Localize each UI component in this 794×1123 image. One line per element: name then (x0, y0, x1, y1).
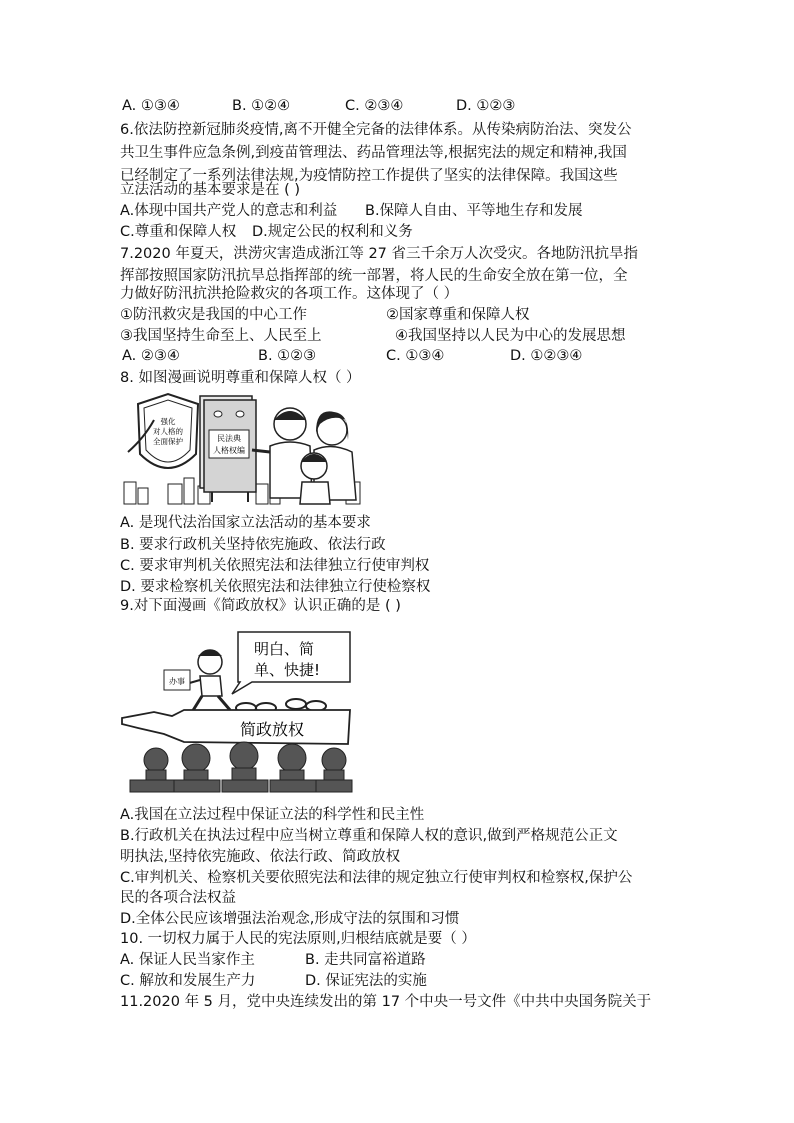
q8-stem: 8. 如图漫画说明尊重和保障人权（ ） (120, 370, 361, 386)
q7-option-c: C. ①③④ (386, 348, 445, 364)
q6-stem-line-4: 立法活动的基本要求是在 ( ) (120, 182, 301, 198)
q6-stem-line-2: 共卫生事件应急条例,到疫苗管理法、药品管理法等,根据宪法的规定和精神,我国 (120, 145, 627, 161)
q8-option-a: A. 是现代法治国家立法活动的基本要求 (120, 515, 371, 531)
q11-stem-line-1: 11.2020 年 5 月，党中央连续发出的第 17 个中央一号文件《中共中央国务院关于 (120, 994, 652, 1010)
q9-option-a: A.我国在立法过程中保证立法的科学性和民主性 (120, 807, 425, 823)
bubble-text-2: 单、快捷! (254, 661, 321, 679)
q9-stem: 9.对下面漫画《简政放权》认识正确的是 ( ) (120, 598, 401, 614)
q6-option-a: A.体现中国共产党人的意志和利益 (120, 203, 338, 219)
q6-stem-line-1: 6.依法防控新冠肺炎疫情,离不开健全完备的法律体系。从传染病防治法、突发公 (120, 122, 632, 138)
book-text-1: 民法典 (217, 434, 241, 443)
q7-option-b: B. ①②③ (258, 348, 317, 364)
q5-option-b: B. ①②④ (232, 98, 291, 114)
q9-option-b-line-2: 明执法,坚持依宪施政、依法行政、简政放权 (120, 849, 401, 865)
bubble-text-1: 明白、简 (254, 640, 315, 658)
q9-option-c-line-2: 民的各项合法权益 (120, 890, 236, 906)
q7-statement-1: ①防汛救灾是我国的中心工作 (120, 307, 307, 323)
q10-option-b: B. 走共同富裕道路 (305, 952, 426, 968)
q8-cartoon (120, 390, 366, 506)
q8-option-b: B. 要求行政机关坚持依宪施政、依法行政 (120, 537, 386, 553)
q10-stem: 10. 一切权力属于人民的宪法原则,归根结底就是要（ ） (120, 931, 476, 947)
q5-option-a: A. ①③④ (122, 98, 180, 114)
q7-statement-3: ③我国坚持生命至上、人民至上 (120, 328, 322, 344)
q5-option-d: D. ①②③ (456, 98, 516, 114)
q9-option-b-line-1: B.行政机关在执法过程中应当树立尊重和保障人权的意识,做到严格规范公正文 (120, 828, 618, 844)
q8-option-c: C. 要求审判机关依照宪法和法律独立行使审判权 (120, 558, 430, 574)
q7-stem-line-2: 挥部按照国家防汛抗旱总指挥部的统一部署，将人民的生命安全放在第一位，全 (120, 268, 628, 284)
paper-text: 办事 (169, 677, 185, 686)
q6-option-b: B.保障人自由、平等地生存和发展 (365, 203, 583, 219)
q10-option-c: C. 解放和发展生产力 (120, 973, 256, 989)
q6-option-d: D.规定公民的权利和义务 (252, 224, 413, 240)
shield-text-1: 强化 (160, 417, 176, 426)
q7-option-d: D. ①②③④ (510, 348, 583, 364)
q7-stem-line-1: 7.2020 年夏天，洪涝灾害造成浙江等 27 省三千余万人次受灾。各地防汛抗旱指 (120, 246, 639, 262)
q7-statement-4: ④我国坚持以人民为中心的发展思想 (395, 328, 626, 344)
shield-text-3: 全面保护 (153, 437, 183, 446)
q5-option-c: C. ②③④ (345, 98, 404, 114)
arm-text: 简政放权 (240, 720, 305, 739)
q10-option-a: A. 保证人民当家作主 (120, 952, 255, 968)
q9-option-c-line-1: C.审判机关、检察机关要依照宪法和法律的规定独立行使审判权和检察权,保护公 (120, 870, 633, 886)
q7-statement-2: ②国家尊重和保障人权 (386, 307, 530, 323)
shield-text-2: 对人格的 (153, 427, 183, 436)
q9-option-d: D.全体公民应该增强法治观念,形成守法的氛围和习惯 (120, 911, 460, 927)
q7-stem-line-3: 力做好防汛抗洪抢险救灾的各项工作。这体现了（ ） (120, 286, 459, 302)
q7-option-a: A. ②③④ (122, 348, 180, 364)
q8-option-d: D. 要求检察机关依照宪法和法律独立行使检察权 (120, 579, 431, 595)
q6-option-c: C.尊重和保障人权 (120, 224, 237, 240)
q6-stem-line-3: 已经制定了一系列法律法规,为疫情防控工作提供了坚实的法律保障。我国这些 (120, 168, 618, 184)
q10-option-d: D. 保证宪法的实施 (305, 973, 427, 989)
book-text-2: 人格权编 (213, 446, 245, 455)
q9-cartoon (120, 624, 354, 796)
